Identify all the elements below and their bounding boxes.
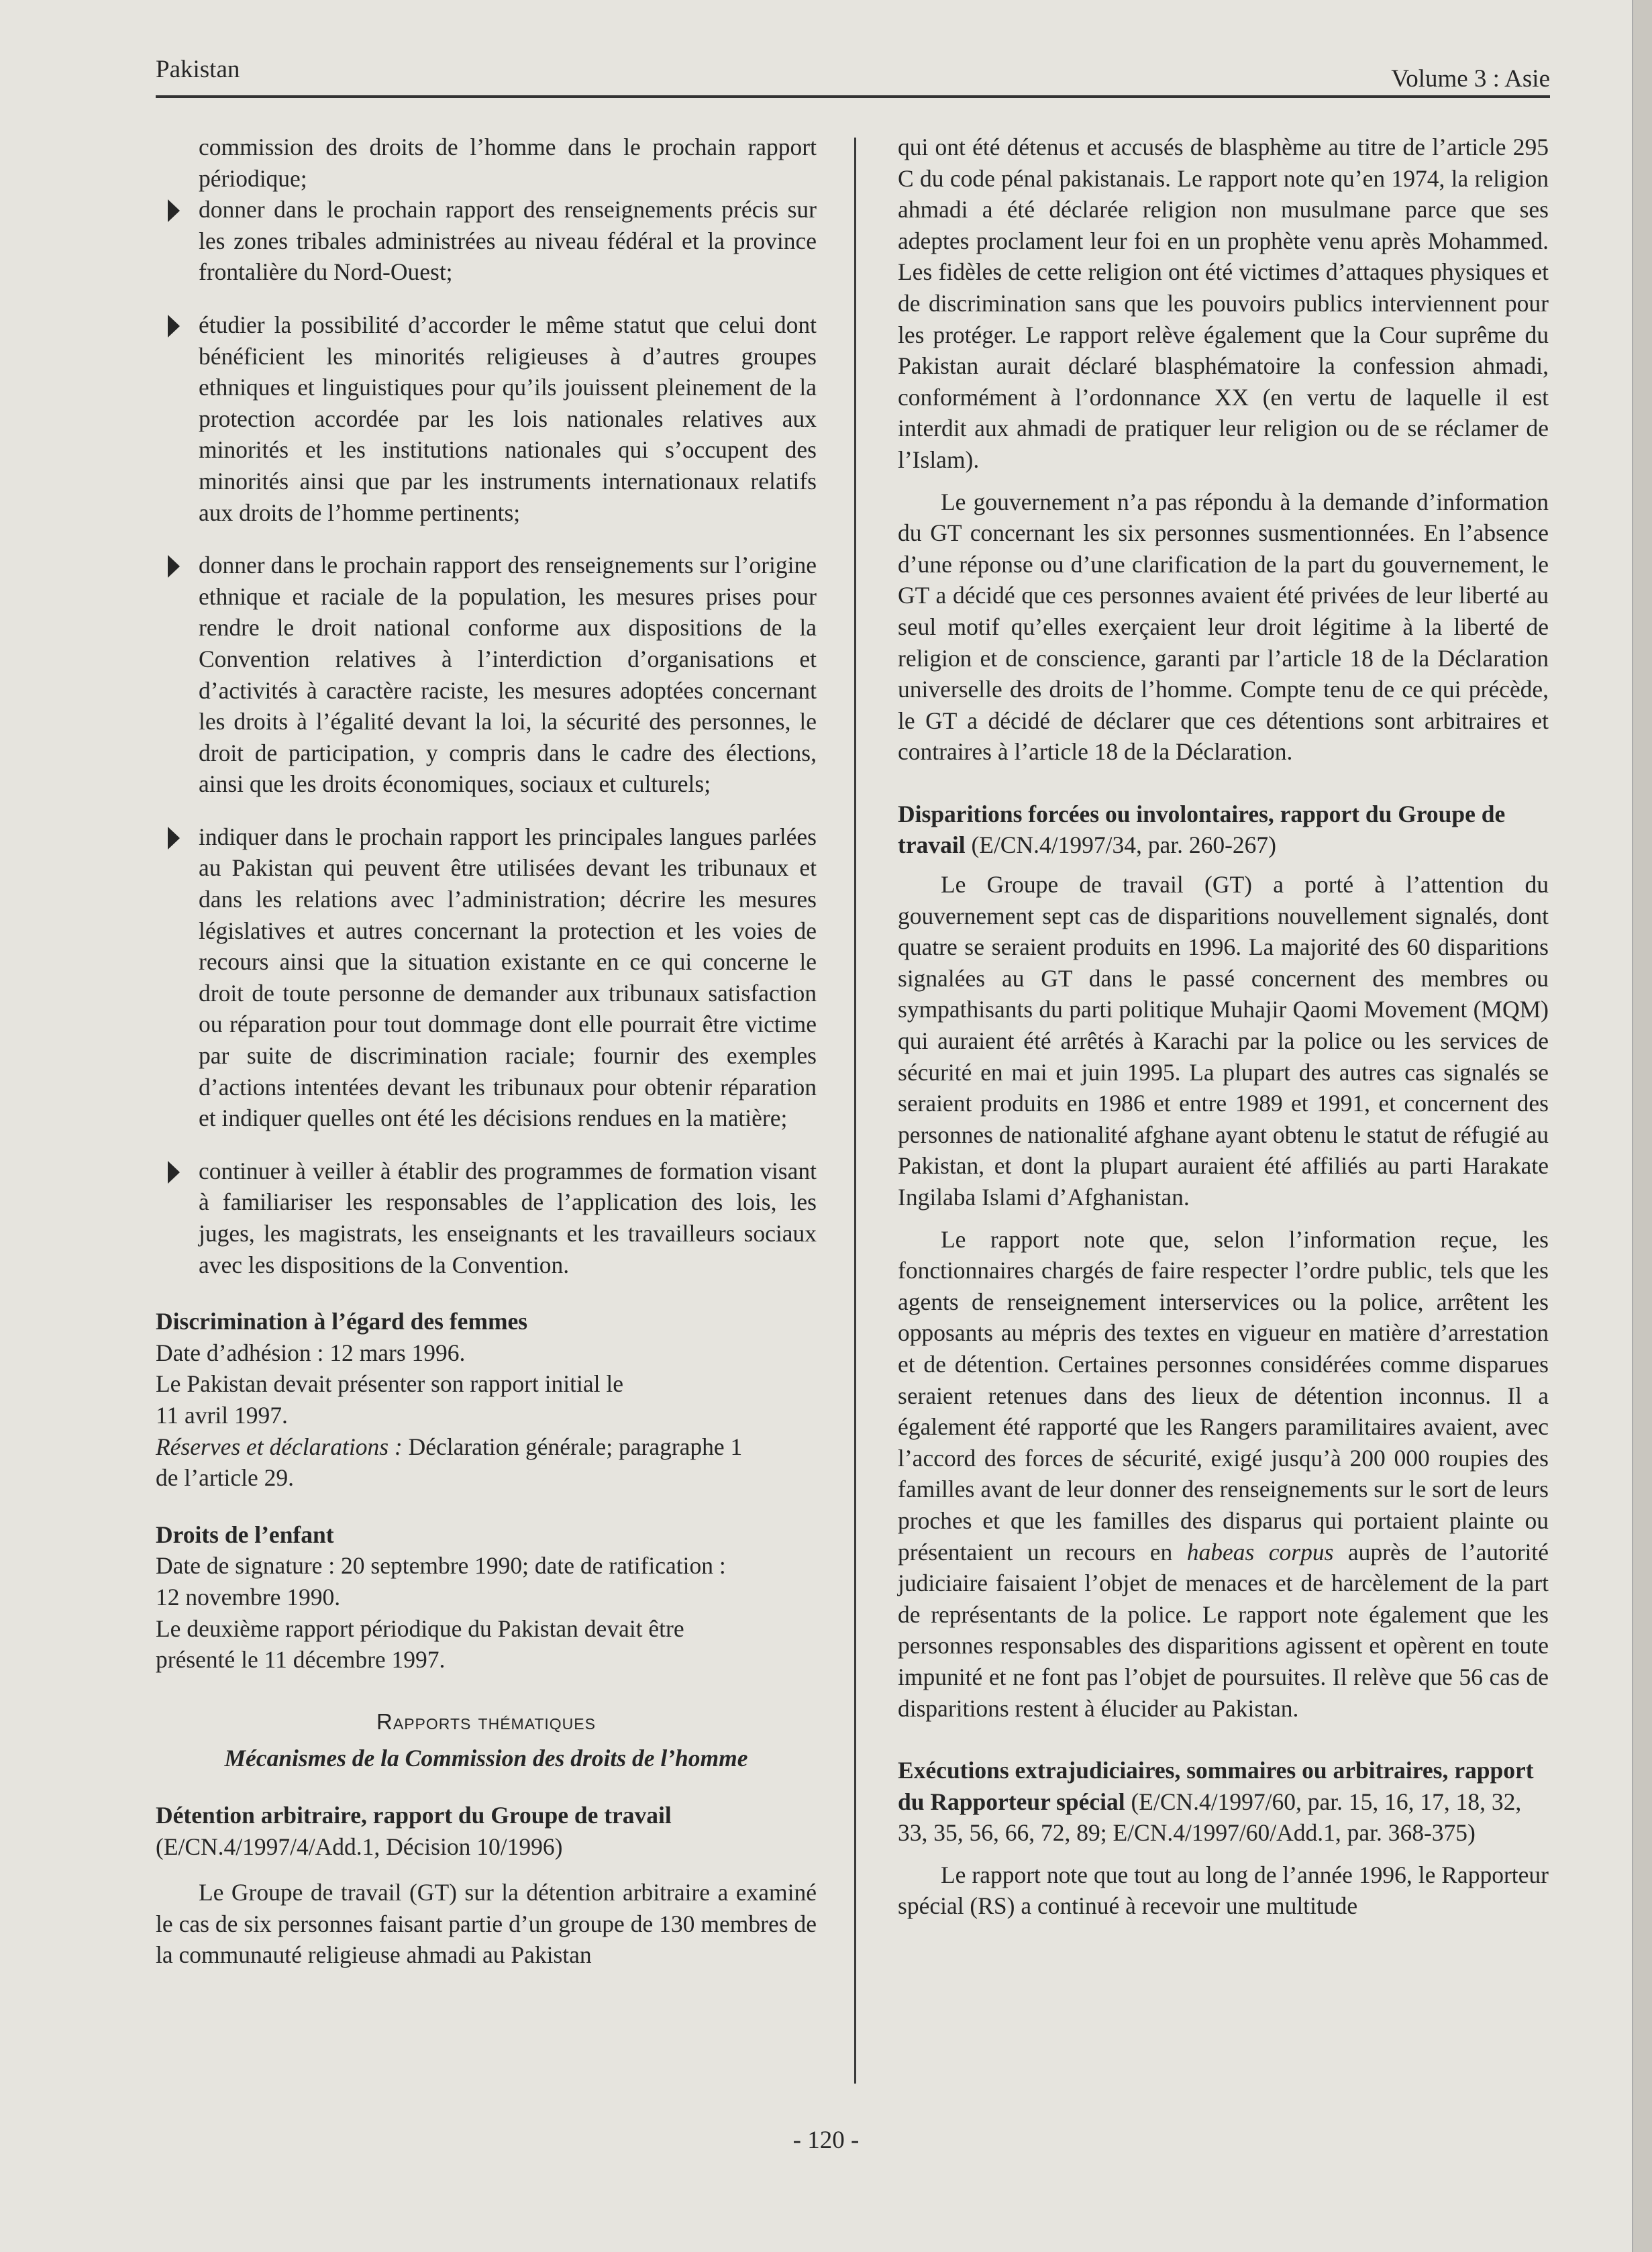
list-item bbox=[156, 550, 817, 800]
thematic-title: Rapports thématiques bbox=[376, 1708, 596, 1734]
list-item-text: indiquer dans le prochain rapport les principales langues parlées au Pakistan qui peuvent être utilisées devant les tribunaux et dans les relations avec l’administration; décrire les mesures législatives et autres concernant la protection et les voies de recours ainsi que la situation existante en ce qui concerne le droit de toute personne de demander aux tribunaux satisfaction ou réparation pour tout dommage dont elle pourrait être victime par suite de discrimination raciale; fournir des exemples d’actions intentées devant les tribunaux pour obtenir réparation et indiquer quelles ont été les décisions rendues en la matière; bbox=[199, 823, 817, 1132]
list-item-text: continuer à veiller à établir des programmes de formation visant à familiariser les responsables de l’application des lois, les juges, les magistrats, les enseignants et les travailleurs sociaux avec les dispositions de la Convention. bbox=[199, 1157, 817, 1278]
header-country: Pakistan bbox=[156, 56, 240, 83]
header-volume: Volume 3 : Asie bbox=[1391, 65, 1550, 93]
thematic-subtitle: Mécanismes de la Commission des droits de l’homme bbox=[224, 1745, 748, 1772]
list-item-text: donner dans le prochain rapport des renseignements sur l’origine ethnique et raciale de la population, les mesures prises pour rendre le droit national conforme aux dispositions de la Convention relatives à l’interdiction d’organisations et d’activités à caractère raciste, les mesures adoptées concernant les droits à l’égalité devant la loi, la sécurité des personnes, le droit de participation, y compris dans le cadre des élections, ainsi que les droits économiques, sociaux et culturels; bbox=[199, 552, 817, 798]
paragraph bbox=[898, 1224, 1549, 1725]
right-column bbox=[898, 132, 1549, 1922]
executions-title: Exécutions extrajudiciaires, sommaires ou arbitraires, rapport du Rapporteur spécial bbox=[898, 1757, 1534, 1815]
women-reserves bbox=[156, 1431, 817, 1463]
child-line: présenté le 11 décembre 1997. bbox=[156, 1646, 446, 1674]
list-item bbox=[156, 194, 817, 288]
detention-heading: Détention arbitraire, rapport du Groupe de travail bbox=[156, 1801, 672, 1829]
paragraph: Le Groupe de travail (GT) a porté à l’attention du gouvernement sept cas de disparitions nouvellement signalés, dont quatre se seraient produits en 1996. La majorité des 60 disparitions signalées au GT dans le passé concernent des membres ou sympathisants du parti politique Muhajir Qaomi Movement (MQM) qui auraient été arrêtés à Karachi par la police ou les services de sécurité en mai et juin 1995. La plupart des autres cas signalés se seraient produits en 1986 et entre 1989 et 1991, et concernent des personnes de nationalité afghane ayant obtenu le statut de réfugié au Pakistan, et dont la plupart auraient été affiliés au parti Harakate Ingilaba Islami d’Afghanistan. bbox=[898, 871, 1549, 1211]
list-item bbox=[156, 821, 817, 1134]
paragraph-part: Le rapport note que, selon l’information reçue, les fonctionnaires chargés de faire respecter l’ordre public, tels que les agents de renseignement interservices ou la police, arrêtent les opposants au mépris des textes en vigueur en matière d’arrestation et de détention. Certaines personnes considérées comme disparues seraient retenues dans des lieux de détention inconnus. Il a également été rapporté que les Rangers paramilitaires avaient, avec l’accord des forces de sécurité, exigé jusqu’à 200 000 roupies des familles avant de leur donner des renseignements sur le sort de leurs proches et que les familles des disparus qui portaient plainte ou présentaient un recours en bbox=[898, 1225, 1549, 1566]
bullet-arrow-icon bbox=[168, 827, 180, 850]
women-line: de l’article 29. bbox=[156, 1464, 294, 1492]
list-item-text: donner dans le prochain rapport des renseignements précis sur les zones tribales administrées au niveau fédéral et la province frontalière du Nord-Ouest; bbox=[199, 196, 817, 286]
reserves-label: Réserves et déclarations : bbox=[156, 1433, 403, 1460]
page-number: - 120 - bbox=[792, 2127, 860, 2154]
list-item bbox=[156, 1156, 817, 1280]
header-rule bbox=[156, 95, 1550, 98]
child-line: 12 novembre 1990. bbox=[156, 1583, 341, 1610]
disappearances-heading bbox=[898, 799, 1549, 861]
executions-ref: (E/CN.4/1997/60, par. 15, 16, 17, 18, 32, 33, 35, 56, 66, 72, 89; E/CN.4/1997/60/Add.1, par. 368-375) bbox=[898, 1788, 1522, 1847]
child-line: Le deuxième rapport périodique du Pakistan devait être bbox=[156, 1615, 684, 1642]
page-edge bbox=[1632, 0, 1652, 2252]
paragraph-part: auprès de l’autorité judiciaire faisaient l’objet de menaces et de harcèlement de la part de représentants de la police. Le rapport note également que les personnes responsables des disparitions agissent et opèrent en toute impunité et ne font pas l’objet de poursuites. Il relève que 56 cas de disparitions restent à élucider au Pakistan. bbox=[898, 1538, 1549, 1722]
child-line: Date de signature : 20 septembre 1990; date de ratification : bbox=[156, 1552, 726, 1580]
women-line: Date d’adhésion : 12 mars 1996. bbox=[156, 1339, 466, 1366]
bullet-arrow-icon bbox=[168, 1161, 180, 1184]
paragraph: qui ont été détenus et accusés de blasphème au titre de l’article 295 C du code pénal pakistanais. Le rapport note qu’en 1974, la religion ahmadi a été déclarée religion non musulmane parce que ses adeptes proclament leur foi en un prophète venu après Mohammed. Les fidèles de cette religion ont été victimes d’attaques physiques et de discrimination sans que les pouvoirs publics interviennent pour les protéger. Le rapport relève également que la Cour suprême du Pakistan aurait déclaré blasphématoire la confession ahmadi, conformément à l’ordonnance XX (en vertu de laquelle il est interdit aux ahmadi de pratiquer leur religion ou de se réclamer de l’Islam). bbox=[898, 134, 1549, 473]
disappearances-ref: (E/CN.4/1997/34, par. 260-267) bbox=[965, 831, 1276, 859]
women-line: 11 avril 1997. bbox=[156, 1401, 288, 1429]
continued-text: commission des droits de l’homme dans le prochain rapport périodique; bbox=[199, 134, 817, 192]
paragraph: Le gouvernement n’a pas répondu à la demande d’information du GT concernant les six personnes susmentionnées. En l’absence d’une réponse ou d’une clarification de la part du gouvernement, le GT a décidé que ces personnes avaient été privées de leur liberté au seul motif qu’elles exerçaient leur droit légitime à la liberté de religion et de conscience, garanti par l’article 18 de la Déclaration universelle des droits de l’homme. Compte tenu de ce qui précède, le GT a décidé de déclarer que ces détentions sont arbitraires et contraires à l’article 18 de la Déclaration. bbox=[898, 488, 1549, 766]
paragraph: Le rapport note que tout au long de l’année 1996, le Rapporteur spécial (RS) a continué à recevoir une multitude bbox=[898, 1861, 1549, 1920]
women-line: Le Pakistan devait présenter son rapport initial le bbox=[156, 1370, 623, 1398]
bullet-arrow-icon bbox=[168, 315, 180, 338]
child-heading: Droits de l’enfant bbox=[156, 1521, 334, 1548]
list-item bbox=[156, 309, 817, 528]
left-column bbox=[156, 132, 817, 1971]
women-heading: Discrimination à l’égard des femmes bbox=[156, 1308, 528, 1335]
habeas-corpus: habeas corpus bbox=[1186, 1538, 1334, 1566]
executions-heading bbox=[898, 1755, 1549, 1849]
detention-text: Le Groupe de travail (GT) sur la détention arbitraire a examiné le cas de six personnes faisant partie d’un groupe de 130 membres de la communauté religieuse ahmadi au Pakistan bbox=[156, 1879, 817, 1969]
detention-ref: (E/CN.4/1997/4/Add.1, Décision 10/1996) bbox=[156, 1833, 563, 1860]
reserves-text: Déclaration générale; paragraphe 1 bbox=[402, 1433, 743, 1460]
disappearances-title: Disparitions forcées ou involontaires, rapport du Groupe de travail bbox=[898, 800, 1506, 859]
bullet-arrow-icon bbox=[168, 555, 180, 578]
column-divider bbox=[854, 138, 856, 2084]
list-item-text: étudier la possibilité d’accorder le même statut que celui dont bénéficient les minorités religieuses à d’autres groupes ethniques et linguistiques pour qu’ils jouissent pleinement de la protection accordée par les lois nationales relatives aux minorités et les institutions nationales qui s’occupent des minorités ainsi que par les instruments internationaux relatifs aux droits de l’homme pertinents; bbox=[199, 311, 817, 526]
bullet-arrow-icon bbox=[168, 199, 180, 222]
